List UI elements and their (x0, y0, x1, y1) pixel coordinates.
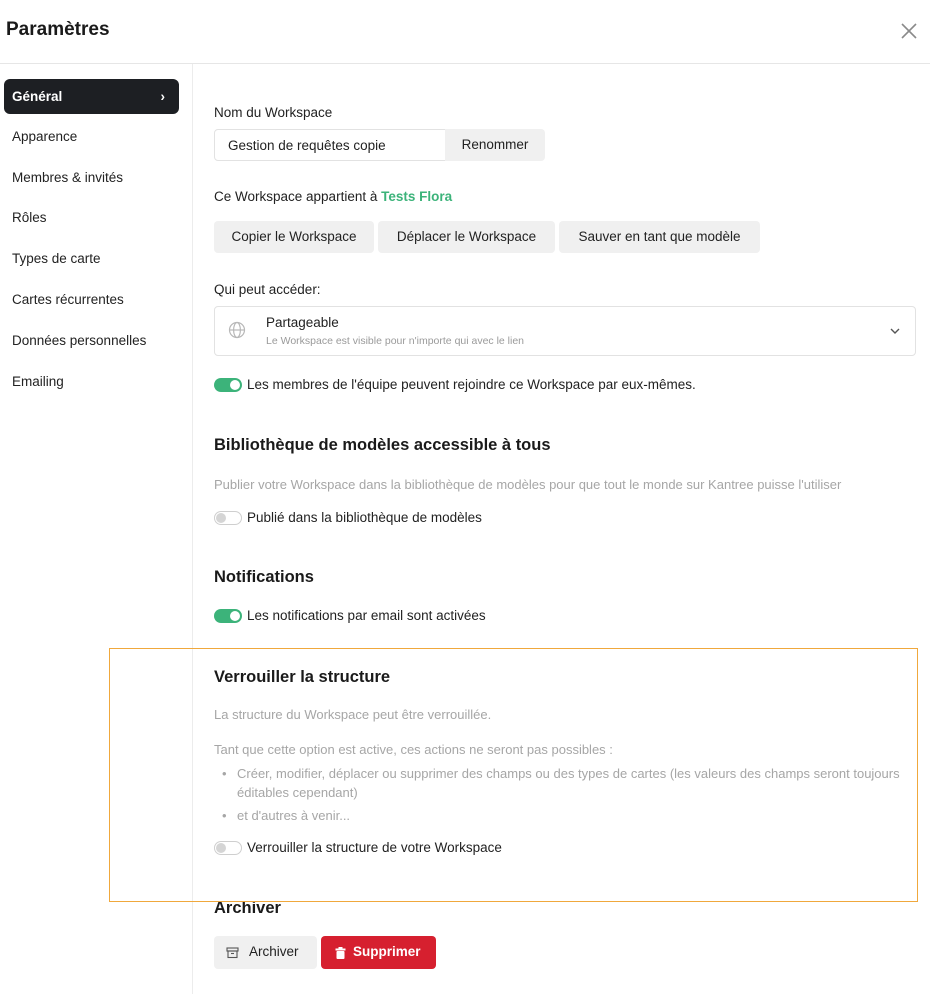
sidebar-item-recurring-cards[interactable] (4, 282, 179, 317)
save-as-template-button[interactable]: Sauver en tant que modèle (559, 221, 760, 253)
lock-description: La structure du Workspace peut être verrouillée. (214, 707, 492, 722)
dialog-title: Paramètres (6, 19, 110, 40)
chevron-right-icon: › (160, 89, 165, 104)
lock-bullet-item (222, 806, 922, 826)
sidebar-item-appearance[interactable] (4, 119, 179, 154)
lock-bullet-text: Créer, modifier, déplacer ou supprimer des champs ou des types de cartes (les valeurs des champs seront toujours éditables cependant) (237, 766, 900, 800)
sidebar-item-label: Données personnelles (12, 333, 147, 348)
lock-intro: Tant que cette option est active, ces actions ne seront pas possibles : (214, 742, 613, 757)
sidebar-item-card-types[interactable] (4, 241, 179, 276)
notifications-section-title: Notifications (214, 568, 314, 586)
sidebar-item-personal-data[interactable] (4, 323, 179, 358)
sidebar-item-roles[interactable] (4, 200, 179, 235)
notifications-toggle[interactable] (214, 609, 242, 623)
sidebar-item-label: Apparence (12, 129, 78, 144)
access-select-description: Le Workspace est visible pour n'importe qui avec le lien (266, 335, 525, 347)
move-workspace-button[interactable]: Déplacer le Workspace (378, 221, 555, 253)
settings-sidebar (0, 64, 193, 994)
globe-icon (228, 321, 246, 339)
library-toggle-label: Publié dans la bibliothèque de modèles (247, 510, 482, 525)
library-section-title: Bibliothèque de modèles accessible à tous (214, 436, 551, 454)
lock-bullet-text: et d'autres à venir... (237, 808, 351, 823)
library-description: Publier votre Workspace dans la bibliothèque de modèles pour que tout le monde sur Kantree puisse l'utiliser (214, 477, 842, 492)
archive-section-title: Archiver (214, 899, 281, 917)
archive-box-icon (226, 946, 239, 959)
archive-button-label: Archiver (249, 944, 299, 959)
lock-toggle-label: Verrouiller la structure de votre Workspace (247, 840, 502, 855)
sidebar-item-label: Types de carte (12, 251, 101, 266)
bullet-dot: • (222, 766, 227, 781)
trash-icon (335, 947, 346, 959)
sidebar-item-members[interactable] (4, 160, 179, 195)
join-toggle-label: Les membres de l'équipe peuvent rejoindre ce Workspace par eux-mêmes. (247, 377, 696, 392)
rename-button[interactable]: Renommer (445, 129, 545, 161)
access-select[interactable] (214, 306, 916, 356)
access-select-title: Partageable (266, 315, 339, 330)
sidebar-item-label: Général (12, 89, 63, 104)
owner-text (214, 189, 452, 204)
sidebar-item-label: Cartes récurrentes (12, 292, 124, 307)
archive-button[interactable] (214, 936, 317, 969)
lock-toggle-row (214, 838, 914, 858)
lock-bullet-item (222, 764, 922, 804)
notifications-toggle-row (214, 606, 914, 626)
sidebar-item-label: Emailing (12, 374, 64, 389)
owner-link[interactable]: Tests Flora (381, 189, 453, 204)
library-toggle[interactable] (214, 511, 242, 525)
sidebar-item-label: Membres & invités (12, 170, 124, 185)
workspace-name-input[interactable] (214, 129, 446, 161)
owner-prefix: Ce Workspace appartient à (214, 189, 378, 204)
dialog-header (0, 0, 930, 64)
workspace-name-label: Nom du Workspace (214, 105, 333, 120)
lock-toggle[interactable] (214, 841, 242, 855)
lock-section-title: Verrouiller la structure (214, 668, 391, 686)
delete-button-label: Supprimer (353, 944, 421, 959)
sidebar-item-general[interactable] (4, 79, 179, 114)
sidebar-item-label: Rôles (12, 210, 47, 225)
bullet-dot: • (222, 808, 227, 823)
copy-workspace-button[interactable]: Copier le Workspace (214, 221, 374, 253)
library-toggle-row (214, 508, 914, 528)
join-toggle-row (214, 375, 914, 395)
access-label: Qui peut accéder: (214, 282, 321, 297)
notifications-toggle-label: Les notifications par email sont activées (247, 608, 486, 623)
sidebar-item-emailing[interactable] (4, 364, 179, 399)
join-toggle[interactable] (214, 378, 242, 392)
chevron-down-icon (889, 325, 901, 337)
delete-button[interactable] (321, 936, 436, 969)
close-icon[interactable] (898, 20, 920, 42)
